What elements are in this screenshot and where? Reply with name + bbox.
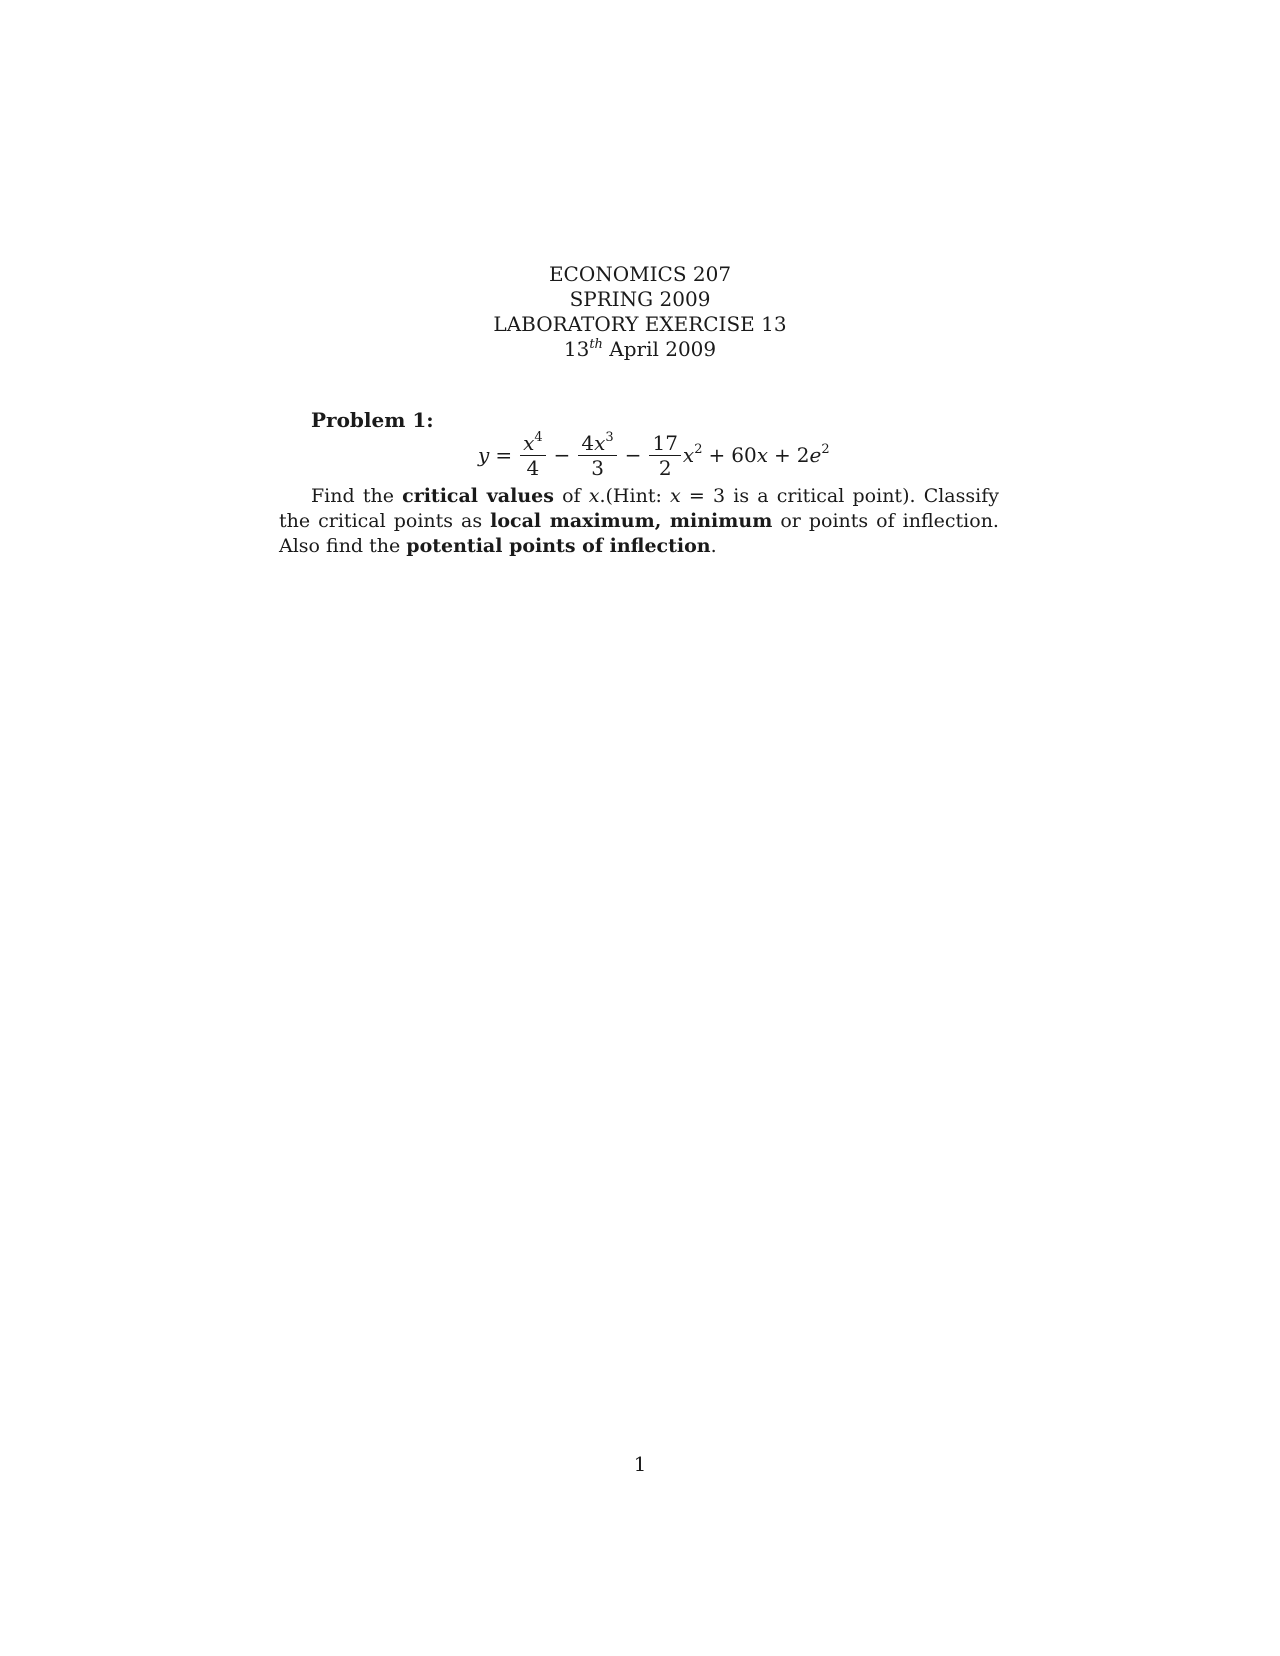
bold-inflection-points: potential points of inflection bbox=[406, 535, 711, 557]
problem-label: Problem 1: bbox=[311, 408, 434, 432]
term-5: $2e^2$ bbox=[796, 442, 830, 467]
fraction-term-1: $\frac{x^4}{4}$ bbox=[520, 432, 546, 479]
eq-plus-2: + bbox=[773, 443, 791, 467]
term-title: SPRING 2009 bbox=[569, 287, 711, 311]
date-day: 13 bbox=[563, 337, 590, 361]
date-suffix: th bbox=[589, 337, 603, 352]
term-3-variable: $x^2$ bbox=[682, 442, 703, 467]
eq-lhs: y bbox=[478, 443, 490, 467]
problem-text: Find the critical values of x.(Hint: x = 3 is a critical point). Classify the critical points as local maximum, minimum or points of inflection. Also find the potential points of inflection. bbox=[279, 485, 999, 557]
bold-local-max-min: local maximum, minimum bbox=[490, 510, 773, 532]
date-rest: April 2009 bbox=[602, 337, 717, 361]
eq-minus-1: − bbox=[553, 443, 571, 467]
bold-critical-values: critical values bbox=[402, 485, 554, 507]
course-title: ECONOMICS 207 bbox=[548, 262, 732, 286]
eq-plus-1: + bbox=[708, 443, 726, 467]
fraction-term-2: $\frac{4x^3}{3}$ bbox=[578, 432, 616, 479]
date-line bbox=[0, 337, 1280, 362]
term-4: 60x bbox=[731, 443, 768, 467]
eq-minus-2: − bbox=[624, 443, 642, 467]
page-number: 1 bbox=[633, 1452, 647, 1476]
eq-equals: = bbox=[495, 443, 513, 467]
problem-equation bbox=[478, 425, 830, 485]
fraction-term-3: $\frac{17}{2}$ bbox=[649, 432, 680, 479]
document-header bbox=[0, 262, 1280, 362]
exercise-title: LABORATORY EXERCISE 13 bbox=[493, 312, 787, 336]
